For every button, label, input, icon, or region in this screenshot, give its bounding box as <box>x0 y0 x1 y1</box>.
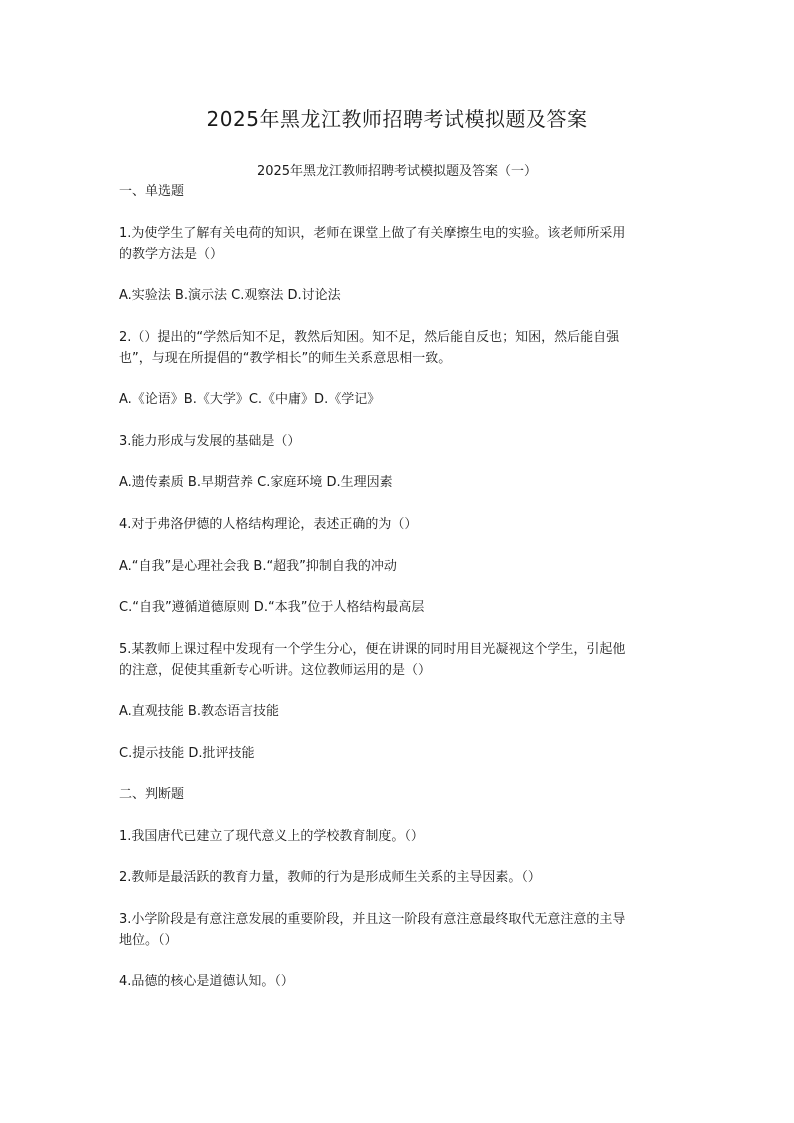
section-heading-single-choice: 一、单选题 <box>119 184 185 199</box>
document-subtitle: 2025年黑龙江教师招聘考试模拟题及答案（一） <box>256 164 538 179</box>
judgment-3-line-1: 3.小学阶段是有意注意发展的重要阶段，并且这一阶段有意注意最终取代无意注意的主导 <box>119 912 626 927</box>
question-1-line-1: 1.为使学生了解有关电荷的知识，老师在课堂上做了有关摩擦生电的实验。该老师所采用 <box>119 226 626 241</box>
question-5-line-1: 5.某教师上课过程中发现有一个学生分心，便在讲课的同时用目光凝视这个学生，引起他 <box>119 642 626 657</box>
question-5-options-b: C.提示技能 D.批评技能 <box>119 746 255 761</box>
question-3-options: A.遗传素质 B.早期营养 C.家庭环境 D.生理因素 <box>119 475 393 490</box>
question-4-options-b: C.“自我”遵循道德原则 D.“本我”位于人格结构最高层 <box>119 600 425 615</box>
question-2-line-2: 也”，与现在所提倡的“教学相长”的师生关系意思相一致。 <box>119 351 452 366</box>
question-2-options: A.《论语》B.《大学》C.《中庸》D.《学记》 <box>119 392 381 407</box>
question-1-line-2: 的教学方法是（） <box>119 247 224 262</box>
question-4-options-a: A.“自我”是心理社会我 B.“超我”抑制自我的冲动 <box>119 559 397 574</box>
question-1-options: A.实验法 B.演示法 C.观察法 D.讨论法 <box>119 288 341 303</box>
question-5-options-a: A.直观技能 B.教态语言技能 <box>119 704 279 719</box>
question-5-line-2: 的注意，促使其重新专心听讲。这位教师运用的是（） <box>119 663 432 678</box>
question-4-line-1: 4.对于弗洛伊德的人格结构理论，表述正确的为（） <box>119 517 418 532</box>
document-title: 2025年黑龙江教师招聘考试模拟题及答案 <box>206 107 588 131</box>
judgment-2: 2.教师是最活跃的教育力量，教师的行为是形成师生关系的主导因素。（） <box>119 870 541 885</box>
judgment-3-line-2: 地位。（） <box>119 933 178 948</box>
question-2-line-1: 2.（）提出的“学然后知不足，教然后知困。知不足，然后能自反也；知困，然后能自强 <box>119 330 620 345</box>
question-3-line-1: 3.能力形成与发展的基础是（） <box>119 434 301 449</box>
judgment-4: 4.品德的核心是道德认知。（） <box>119 974 294 989</box>
section-heading-true-false: 二、判断题 <box>119 787 185 802</box>
judgment-1: 1.我国唐代已建立了现代意义上的学校教育制度。（） <box>119 829 424 844</box>
